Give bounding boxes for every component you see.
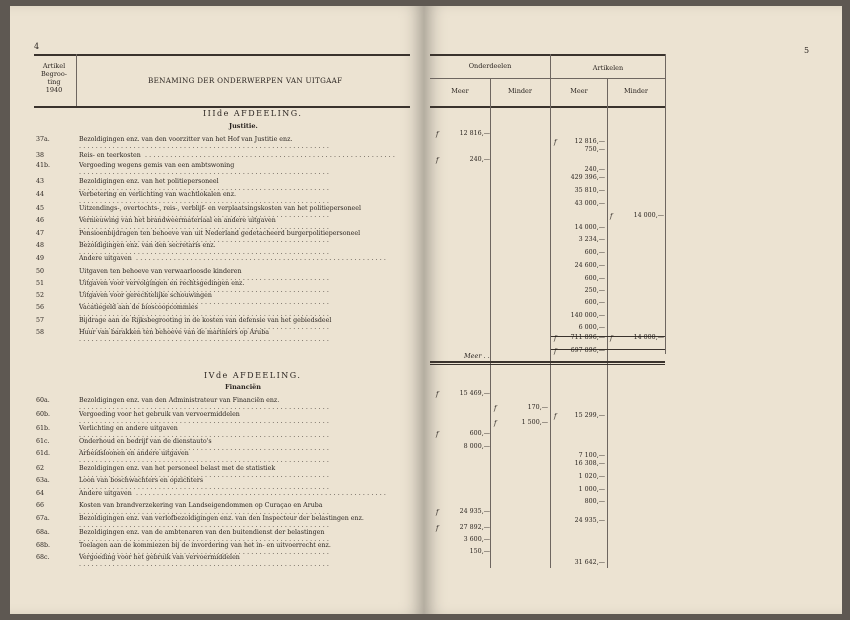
row-article-number: 51 — [36, 280, 45, 287]
header-artikel-line: Artikel — [42, 62, 66, 70]
row-description-text: Andere uitgaven — [79, 490, 132, 497]
section-end-rule — [430, 361, 665, 363]
dot-leader: ............................................................ — [79, 212, 332, 219]
row-description-text: Vergoeding voor het gebruik van vervoermiddelen — [79, 411, 240, 418]
currency-florin-mark: f — [554, 334, 557, 342]
header-benaming: BENAMING DER ONDERWERPEN VAN UITGAAF — [148, 76, 343, 85]
row-article-number: 37a. — [36, 136, 50, 143]
dot-leader: ............................................................ — [131, 490, 389, 497]
col-divider — [665, 54, 666, 354]
currency-florin-mark: f — [610, 334, 613, 342]
dot-leader: ............................................................ — [79, 224, 332, 231]
row-article-number: 60a. — [36, 397, 50, 404]
currency-florin-mark: f — [436, 130, 439, 138]
amount-a-meer: 24 935,— — [574, 517, 605, 524]
currency-florin-mark: f — [554, 412, 557, 420]
row-description-text: Uitgaven voor vervolgingen en rechtsgedingen enz. — [79, 280, 245, 287]
amount-o-meer: 3 600,— — [463, 536, 490, 543]
amount-o-meer: 150,— — [469, 548, 490, 555]
row-article-number: 66 — [36, 502, 45, 509]
amount-a-meer: 14 000,— — [574, 224, 605, 231]
row-description — [79, 554, 409, 568]
row-article-number: 44 — [36, 191, 45, 198]
row-description-text: Uitgaven voor gerechtelijke schouwingen — [79, 292, 212, 299]
row-article-number: 64 — [36, 490, 45, 497]
row-description — [79, 242, 409, 256]
row-description — [79, 529, 409, 543]
row-description — [79, 477, 409, 491]
dot-leader: ............................................................ — [79, 287, 332, 294]
row-article-number: 52 — [36, 292, 45, 299]
row-description-text: Verlichting en andere uitgaven — [79, 425, 178, 432]
row-description-text: Reis- en teerkosten — [79, 152, 141, 159]
col-divider — [607, 78, 608, 568]
page-number-left: 4 — [34, 42, 40, 51]
amount-o-meer: 600,— — [469, 430, 490, 437]
dot-leader: ............................................................ — [79, 536, 332, 543]
row-description — [79, 450, 409, 464]
row-description-text: Loon van boschwachters en opzichters — [79, 477, 204, 484]
currency-florin-mark: f — [494, 419, 497, 427]
row-description-text: Huur van barakken ten behoeve van de mariniers op Aruba — [79, 329, 270, 336]
section-title-iii: IIIde AFDEELING. — [203, 109, 303, 118]
dot-leader: ............................................................ — [79, 472, 332, 479]
dot-leader: ............................................................ — [79, 549, 332, 556]
row-article-number: 46 — [36, 217, 45, 224]
amount-a-meer: 429 396,— — [570, 174, 605, 181]
row-description-text: Bezoldigingen enz. van den voorzitter van het Hof van Justitie enz. — [79, 136, 293, 143]
row-article-number: 47 — [36, 230, 45, 237]
currency-florin-mark: f — [436, 430, 439, 438]
section-subtitle-financien: Financiën — [225, 383, 262, 391]
row-article-number: 61b. — [36, 425, 51, 432]
amount-a-meer: 35 810,— — [574, 187, 605, 194]
row-article-number: 68b. — [36, 542, 51, 549]
row-article-number: 68a. — [36, 529, 50, 536]
left-page — [10, 6, 424, 614]
amount-o-meer: 27 892,— — [459, 524, 490, 531]
col-divider — [550, 54, 551, 568]
amount-o-minder: 1 500,— — [521, 419, 548, 426]
dot-leader: ............................................................ — [79, 561, 332, 568]
header-artikelen-minder: Minder — [623, 87, 649, 95]
header-artikelen-meer: Meer — [570, 87, 588, 95]
header-artikel-line: 1940 — [45, 86, 63, 94]
row-description-text: Onderhoud en bedrijf van de dienstauto's — [79, 438, 212, 445]
row-description-text: Andere uitgaven — [79, 255, 132, 262]
section-end-rule — [430, 364, 665, 365]
row-description — [79, 329, 409, 343]
row-article-number: 68c. — [36, 554, 50, 561]
row-description — [79, 515, 409, 529]
header-top-rule — [34, 54, 410, 56]
amount-a-meer: 43 000,— — [574, 200, 605, 207]
amount-o-meer: 24 935,— — [459, 508, 490, 515]
row-description — [79, 191, 409, 205]
row-article-number: 48 — [36, 242, 45, 249]
amount-a-meer: 800,— — [584, 498, 605, 505]
row-description — [79, 411, 409, 425]
amount-a-meer: 750,— — [584, 146, 605, 153]
header-bottom-rule — [34, 106, 410, 108]
row-article-number: 58 — [36, 329, 45, 336]
dot-leader: ............................................................ — [79, 198, 332, 205]
currency-florin-mark: f — [436, 524, 439, 532]
right-header-top-rule — [430, 54, 665, 56]
header-onderdeelen-meer: Meer — [451, 87, 469, 95]
row-article-number: 49 — [36, 255, 45, 262]
amount-a-meer: 6 000,— — [578, 324, 605, 331]
header-artikel-column — [34, 62, 74, 94]
page-number-right: 5 — [804, 46, 810, 55]
row-article-number: 56 — [36, 304, 45, 311]
section-title-iv: IVde AFDEELING. — [204, 371, 302, 380]
amount-a-meer: 3 234,— — [578, 236, 605, 243]
dot-leader: ............................................................ — [79, 185, 332, 192]
dot-leader: ............................................................ — [79, 457, 332, 464]
dot-leader: ............................................................ — [79, 432, 332, 439]
amount-a-meer: 16 308,— — [574, 460, 605, 467]
amount-a-minder: 14 000,— — [633, 334, 664, 341]
row-description — [79, 152, 409, 159]
amount-o-meer: 12 816,— — [459, 130, 490, 137]
header-mid-rule — [430, 78, 665, 79]
dot-leader: ............................................................ — [79, 404, 332, 411]
col-divider — [490, 78, 491, 568]
amount-a-meer: 12 816,— — [574, 138, 605, 145]
row-article-number: 57 — [36, 317, 45, 324]
row-article-number: 45 — [36, 205, 45, 212]
row-description-text: Verbetering en verlichting van wachtlokalen enz. — [79, 191, 237, 198]
amount-a-meer: 31 642,— — [574, 559, 605, 566]
row-article-number: 61d. — [36, 450, 51, 457]
row-description-text: Pensioenbijdragen ten behoeve van uit Nederland gedetacheerd burgerpolitiepersoneel — [79, 230, 361, 237]
amount-a-meer: 711 896,— — [570, 334, 605, 341]
section-subtitle-justitie: Justitie. — [229, 122, 258, 130]
dot-leader: ............................................................ — [79, 249, 332, 256]
currency-florin-mark: f — [494, 404, 497, 412]
currency-florin-mark: f — [554, 138, 557, 146]
amount-a-meer: 1 020,— — [578, 473, 605, 480]
currency-florin-mark: f — [554, 347, 557, 355]
row-description-text: Vergoeding wegens gemis van een ambtswoning — [79, 162, 235, 169]
currency-florin-mark: f — [610, 212, 613, 220]
currency-florin-mark: f — [436, 156, 439, 164]
amount-a-meer: 600,— — [584, 249, 605, 256]
row-article-number: 38 — [36, 152, 45, 159]
row-description-text: Kosten van brandverzekering van Landseigendommen op Curaçao en Aruba — [79, 502, 323, 509]
amount-a-meer: 600,— — [584, 299, 605, 306]
amount-o-minder: 170,— — [527, 404, 548, 411]
dot-leader: ............................................................ — [79, 275, 332, 282]
dot-leader: ............................................................ — [79, 509, 332, 516]
subtotal-rule — [551, 349, 665, 350]
row-description-text: Bezoldigingen enz. van verlofbezoldigingen enz. van den Inspecteur der belastingen enz. — [79, 515, 364, 522]
amount-a-meer: 250,— — [584, 287, 605, 294]
row-description-text: Vergoeding voor het gebruik van vervoermiddelen — [79, 554, 240, 561]
dot-leader: ............................................................ — [79, 169, 332, 176]
row-description-text: Uitgaven ten behoeve van verwaarloosde kinderen — [79, 268, 242, 275]
dot-leader: ............................................................ — [79, 299, 332, 306]
dot-leader: ............................................................ — [79, 324, 332, 331]
row-article-number: 63a. — [36, 477, 50, 484]
currency-florin-mark: f — [436, 390, 439, 398]
header-onderdeelen: Onderdeelen — [468, 62, 512, 70]
row-description — [79, 425, 409, 439]
row-article-number: 43 — [36, 178, 45, 185]
row-article-number: 41b. — [36, 162, 51, 169]
row-description-text: Bezoldigingen enz. van het politiepersoneel — [79, 178, 219, 185]
row-article-number: 50 — [36, 268, 45, 275]
amount-a-meer: 240,— — [584, 166, 605, 173]
header-artikel-line: ting — [47, 78, 61, 86]
row-description-text: Vernieuwing van het brandweermateriaal en andere uitgaven — [79, 217, 276, 224]
row-description-text: Uitzendings-, overtochts-, reis-, verblijf- en verplaatsingskosten van het politiepersoneel — [79, 205, 361, 212]
row-description-text: Arbeidsloonen en andere uitgaven — [79, 450, 189, 457]
amount-a-meer: 600,— — [584, 275, 605, 282]
amount-a-minder: 14 000,— — [633, 212, 664, 219]
amount-a-meer: 697 896,— — [570, 347, 605, 354]
row-description — [79, 502, 409, 516]
meer-label: Meer . . — [464, 352, 490, 360]
currency-florin-mark: f — [436, 508, 439, 516]
header-onderdeelen-minder: Minder — [507, 87, 533, 95]
dot-leader: ............................................................ — [79, 484, 332, 491]
amount-a-meer: 140 000,— — [570, 312, 605, 319]
dot-leader: ............................................................ — [79, 237, 332, 244]
dot-leader: ............................................................ — [79, 336, 332, 343]
amount-o-meer: 240,— — [469, 156, 490, 163]
row-description — [79, 217, 409, 231]
amount-a-meer: 15 299,— — [574, 412, 605, 419]
header-artikelen: Artikelen — [592, 64, 624, 72]
row-description-text: Bezoldigingen enz. van den Administrateur van Financiën enz. — [79, 397, 280, 404]
row-description-text: Bezoldigingen enz. van den secretaris enz. — [79, 242, 216, 249]
row-article-number: 62 — [36, 465, 45, 472]
row-description — [79, 162, 409, 176]
row-description — [79, 255, 409, 262]
amount-a-meer: 7 100,— — [578, 452, 605, 459]
amount-o-meer: 15 469,— — [459, 390, 490, 397]
row-description — [79, 178, 409, 192]
row-description — [79, 136, 409, 150]
dot-leader: ............................................................ — [79, 143, 332, 150]
amount-a-meer: 24 600,— — [574, 262, 605, 269]
row-description-text: Vacatiegeld aan de bioscoopcommies — [79, 304, 198, 311]
row-description-text: Bijdrage aan de Rijksbegrooting in de kosten van defensie van het gebiedsdeel — [79, 317, 332, 324]
row-description — [79, 490, 409, 497]
row-article-number: 67a. — [36, 515, 50, 522]
row-description-text: Bezoldigingen enz. van het personeel belast met de statistiek — [79, 465, 276, 472]
row-description-text: Bezoldigingen enz. van de ambtenaren van den buitendienst der belastingen — [79, 529, 325, 536]
amount-o-meer: 8 000,— — [463, 443, 490, 450]
right-header-bottom-rule — [430, 106, 665, 108]
amount-a-meer: 1 000,— — [578, 486, 605, 493]
dot-leader: ............................................................ — [140, 152, 398, 159]
header-column-divider — [76, 54, 77, 106]
dot-leader: ............................................................ — [79, 445, 332, 452]
row-article-number: 61c. — [36, 438, 50, 445]
row-description — [79, 304, 409, 318]
header-artikel-line: Begroo- — [41, 70, 67, 78]
row-description-text: Toelagen aan de kommiezen bij de invordering van het in- en uitvoerrecht enz. — [79, 542, 331, 549]
right-page — [424, 6, 842, 614]
dot-leader: ............................................................ — [79, 311, 332, 318]
dot-leader: ............................................................ — [131, 255, 389, 262]
row-article-number: 60b. — [36, 411, 51, 418]
row-description — [79, 397, 409, 411]
dot-leader: ............................................................ — [79, 522, 332, 529]
dot-leader: ............................................................ — [79, 418, 332, 425]
